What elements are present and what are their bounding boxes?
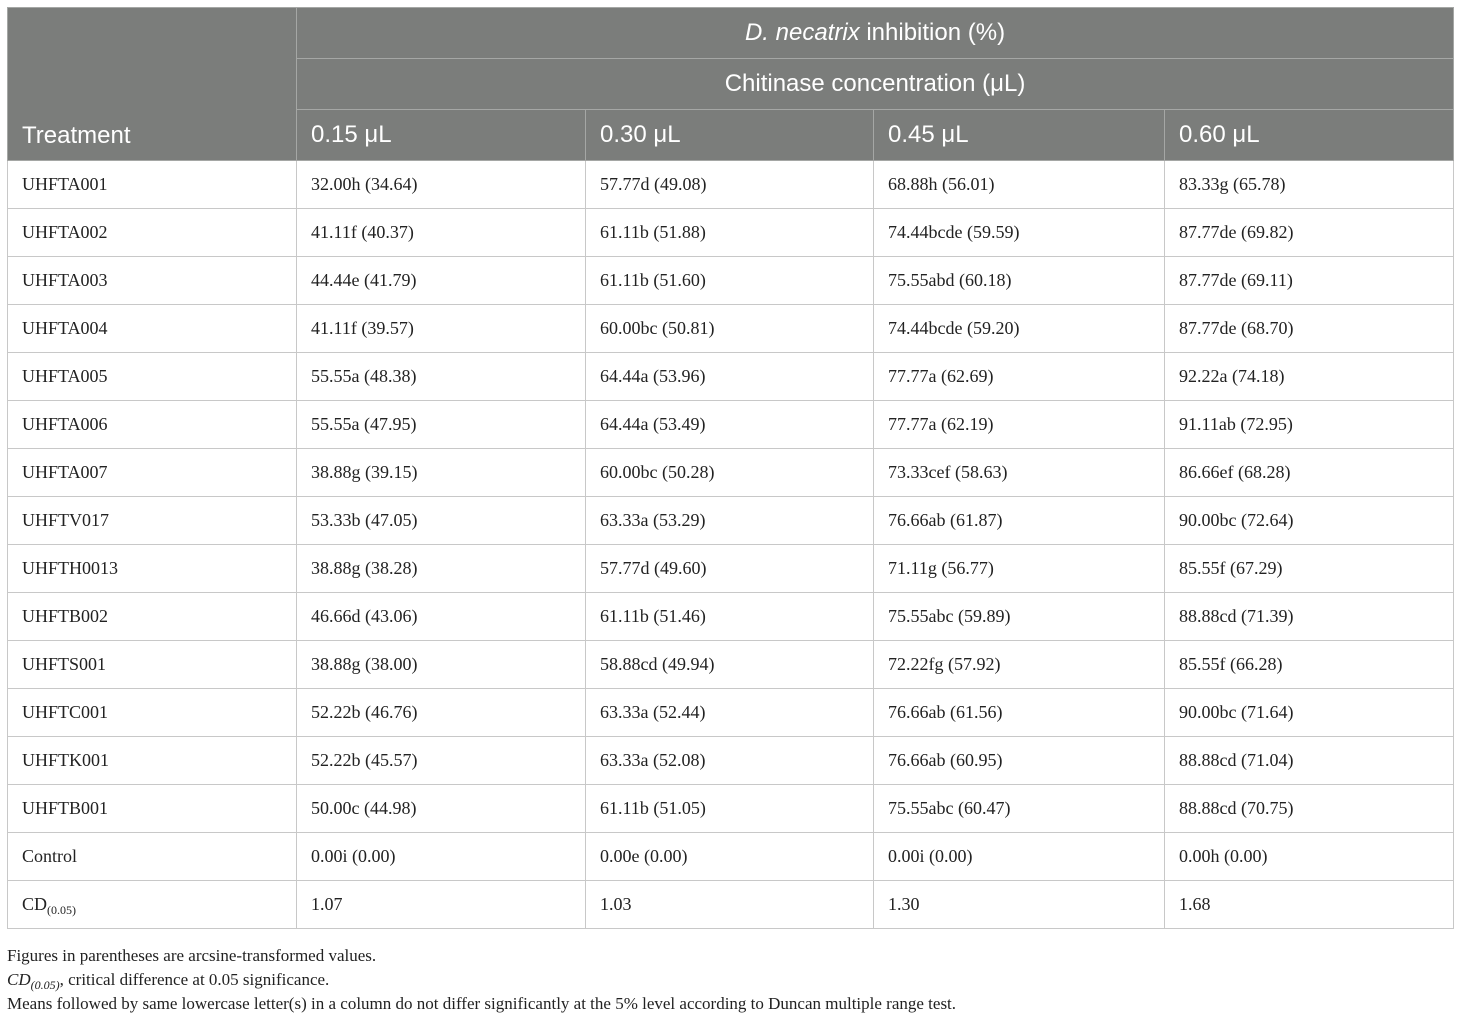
value-cell: 38.88g (38.28)	[297, 545, 586, 593]
footnote-cd: $CD_{(0.05)}$, critical difference at 0.05 significance.	[7, 970, 330, 992]
table-row	[8, 593, 1454, 641]
value-cell: 86.66ef (68.28)	[1165, 449, 1454, 497]
inhibition-table	[7, 7, 1454, 929]
table-row	[8, 833, 1454, 881]
value-cell: 76.66ab (61.87)	[874, 497, 1165, 545]
footnote-duncan: Means followed by same lowercase letter(s) in a column do not differ significantly at the 5% level according to Duncan multiple range test.	[7, 994, 957, 1013]
value-cell: 92.22a (74.18)	[1165, 353, 1454, 401]
treatment-cell: UHFTS001	[8, 641, 297, 689]
table-row	[8, 449, 1454, 497]
treatment-cell: UHFTV017	[8, 497, 297, 545]
value-cell: 87.77de (68.70)	[1165, 305, 1454, 353]
value-cell: 85.55f (66.28)	[1165, 641, 1454, 689]
value-cell: 88.88cd (70.75)	[1165, 785, 1454, 833]
treatment-cell: Control	[8, 833, 297, 881]
treatment-cell: UHFTA007	[8, 449, 297, 497]
table-row	[8, 305, 1454, 353]
table-body	[8, 161, 1454, 929]
value-cell: 91.11ab (72.95)	[1165, 401, 1454, 449]
column-header-0-60: 0.60 μL	[1165, 110, 1454, 161]
table-row	[8, 161, 1454, 209]
value-cell: 63.33a (52.08)	[586, 737, 874, 785]
value-cell: 38.88g (39.15)	[297, 449, 586, 497]
value-cell: 88.88cd (71.04)	[1165, 737, 1454, 785]
value-cell: 0.00h (0.00)	[1165, 833, 1454, 881]
value-cell: 77.77a (62.69)	[874, 353, 1165, 401]
treatment-cell: UHFTH0013	[8, 545, 297, 593]
treatment-cell: UHFTA003	[8, 257, 297, 305]
value-cell: 38.88g (38.00)	[297, 641, 586, 689]
value-cell: 71.11g (56.77)	[874, 545, 1165, 593]
value-cell: 68.88h (56.01)	[874, 161, 1165, 209]
value-cell: 57.77d (49.08)	[586, 161, 874, 209]
value-cell: 72.22fg (57.92)	[874, 641, 1165, 689]
treatment-cell: UHFTC001	[8, 689, 297, 737]
value-cell: 0.00i (0.00)	[297, 833, 586, 881]
value-cell: 74.44bcde (59.59)	[874, 209, 1165, 257]
value-cell: 75.55abc (59.89)	[874, 593, 1165, 641]
value-cell: 63.33a (53.29)	[586, 497, 874, 545]
cd-value-cell: 1.07	[297, 881, 586, 929]
table-row	[8, 641, 1454, 689]
table-row	[8, 209, 1454, 257]
column-header-0-15: 0.15 μL	[297, 110, 586, 161]
value-cell: 60.00bc (50.81)	[586, 305, 874, 353]
value-cell: 90.00bc (72.64)	[1165, 497, 1454, 545]
treatment-cell: UHFTA005	[8, 353, 297, 401]
footnote-arcsine: Figures in parentheses are arcsine-transformed values.	[7, 946, 377, 965]
table-row	[8, 689, 1454, 737]
cd-value-cell: 1.68	[1165, 881, 1454, 929]
value-cell: 88.88cd (71.39)	[1165, 593, 1454, 641]
treatment-cell: UHFTK001	[8, 737, 297, 785]
species-name: D. necatrix	[744, 19, 860, 46]
column-header-0-45: 0.45 μL	[874, 110, 1165, 161]
table-footnotes	[7, 944, 1453, 1016]
table-row	[8, 737, 1454, 785]
group-header: D. necatrix inhibition (%)	[297, 8, 1454, 59]
value-cell: 87.77de (69.11)	[1165, 257, 1454, 305]
value-cell: 77.77a (62.19)	[874, 401, 1165, 449]
value-cell: 41.11f (39.57)	[297, 305, 586, 353]
value-cell: 76.66ab (61.56)	[874, 689, 1165, 737]
value-cell: 0.00i (0.00)	[874, 833, 1165, 881]
value-cell: 53.33b (47.05)	[297, 497, 586, 545]
value-cell: 50.00c (44.98)	[297, 785, 586, 833]
value-cell: 75.55abc (60.47)	[874, 785, 1165, 833]
value-cell: 61.11b (51.60)	[586, 257, 874, 305]
value-cell: 75.55abd (60.18)	[874, 257, 1165, 305]
results-table-container	[7, 7, 1453, 929]
treatment-cell: UHFTA001	[8, 161, 297, 209]
value-cell: 64.44a (53.96)	[586, 353, 874, 401]
cd-value-cell: 1.03	[586, 881, 874, 929]
table-row	[8, 353, 1454, 401]
table-row	[8, 257, 1454, 305]
value-cell: 46.66d (43.06)	[297, 593, 586, 641]
table-header	[8, 8, 1454, 161]
value-cell: 85.55f (67.29)	[1165, 545, 1454, 593]
value-cell: 74.44bcde (59.20)	[874, 305, 1165, 353]
treatment-cell: UHFTA006	[8, 401, 297, 449]
value-cell: 73.33cef (58.63)	[874, 449, 1165, 497]
value-cell: 32.00h (34.64)	[297, 161, 586, 209]
table-row	[8, 785, 1454, 833]
value-cell: 55.55a (47.95)	[297, 401, 586, 449]
value-cell: 87.77de (69.82)	[1165, 209, 1454, 257]
subgroup-header: Chitinase concentration (μL)	[297, 59, 1454, 110]
value-cell: 64.44a (53.49)	[586, 401, 874, 449]
table-row	[8, 401, 1454, 449]
value-cell: 52.22b (45.57)	[297, 737, 586, 785]
value-cell: 63.33a (52.44)	[586, 689, 874, 737]
value-cell: 55.55a (48.38)	[297, 353, 586, 401]
treatment-cell: UHFTB001	[8, 785, 297, 833]
treatment-header: Treatment	[8, 8, 297, 161]
value-cell: 76.66ab (60.95)	[874, 737, 1165, 785]
value-cell: 41.11f (40.37)	[297, 209, 586, 257]
treatment-cell: UHFTA004	[8, 305, 297, 353]
table-row	[8, 497, 1454, 545]
table-row	[8, 545, 1454, 593]
value-cell: 52.22b (46.76)	[297, 689, 586, 737]
value-cell: 0.00e (0.00)	[586, 833, 874, 881]
column-header-0-30: 0.30 μL	[586, 110, 874, 161]
value-cell: 58.88cd (49.94)	[586, 641, 874, 689]
value-cell: 60.00bc (50.28)	[586, 449, 874, 497]
value-cell: 61.11b (51.05)	[586, 785, 874, 833]
value-cell: 61.11b (51.88)	[586, 209, 874, 257]
cd-value-cell: 1.30	[874, 881, 1165, 929]
value-cell: 90.00bc (71.64)	[1165, 689, 1454, 737]
value-cell: 83.33g (65.78)	[1165, 161, 1454, 209]
cd-label-cell: $CD_{(0.05)}$	[8, 881, 297, 929]
treatment-cell: UHFTA002	[8, 209, 297, 257]
value-cell: 61.11b (51.46)	[586, 593, 874, 641]
value-cell: 44.44e (41.79)	[297, 257, 586, 305]
treatment-cell: UHFTB002	[8, 593, 297, 641]
cd-row	[8, 881, 1454, 929]
value-cell: 57.77d (49.60)	[586, 545, 874, 593]
